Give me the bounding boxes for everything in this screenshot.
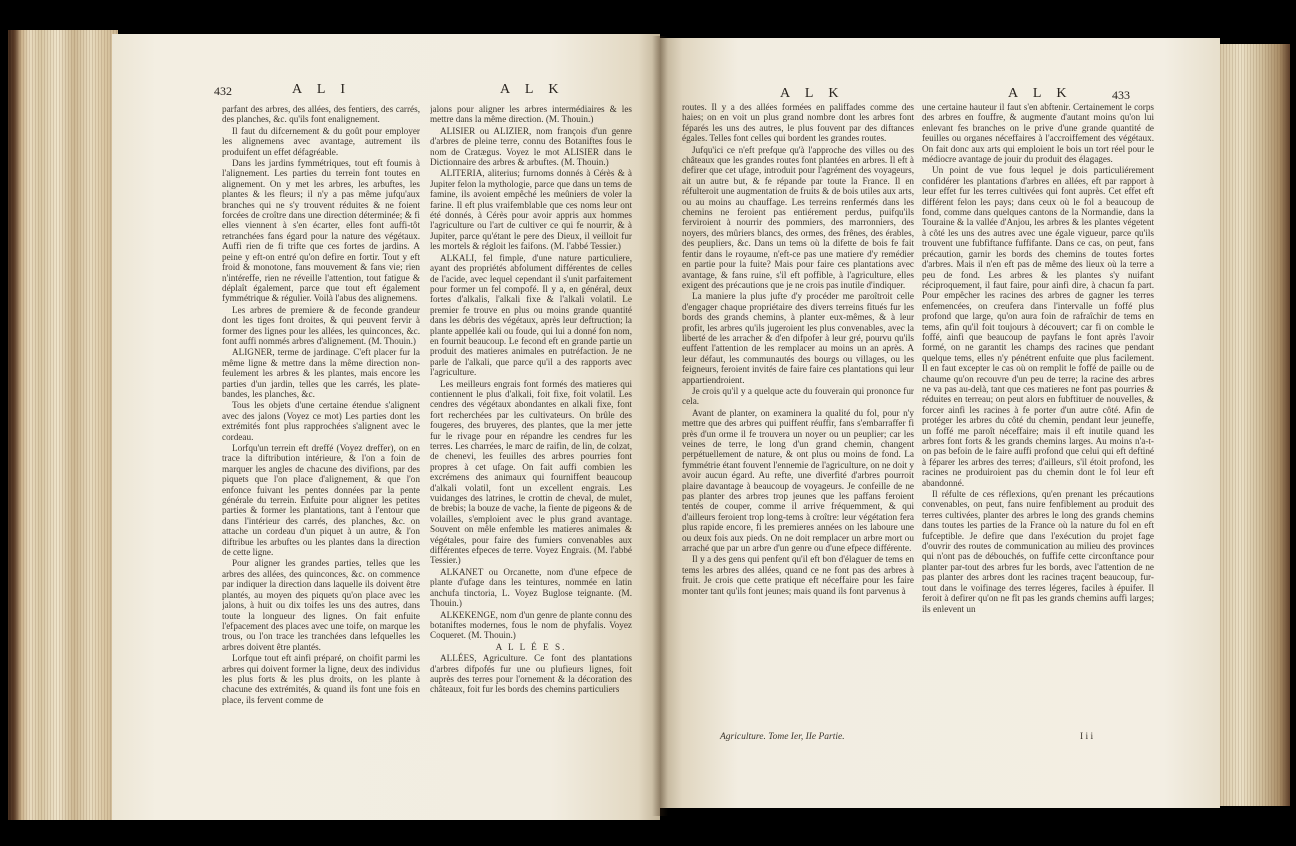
paragraph: Un point de vue fous lequel je dois particuliérement confidérer les plantations d'arbres en allées, eft par rapport à leur effet fur les terres cultivées qui font auprès. Cet effet eft différent felon les pays; dans ceux où le fol a beaucoup de fond, comme dans quelques cantons de la Normandie, dans la Touraine & la vallée d'Anjou, les arbres & les plantes végetent à côté les uns des autres avec une égale vigueur, parce qu'ils trouvent une fubfiftance fuffifante. Dans ce cas, on peut, fans précaution, garnir les bords des chemins de toutes fortes d'arbres. Mais il n'en eft pas de même des lieux où la terre a peu de fond. Les arbres & les plantes s'y nuifant réciproquement, il faut faire, pour ainfi dire, à chacun fa part. Pour empêcher les racines des arbres de gagner les terres enfemencées, on creufera dans l'intervalle un foffé plus profond que large, qu'on aura foin de rafraîchir de tems en tems, afin qu'il foit toujours à découvert; car fi on comble le foffé, ainfi que beaucoup de payfans le font après l'avoir formé, on ne garantit les champs des racines que pendant quelque tems, elles n'y pénétrent enfuite que plus facilement. Il en faut excepter le cas où on remplit le foffé de paille ou de chaume qu'on recouvre d'un peu de terre; la racine des arbres ne va pas au-delà, tant que ces matieres ne font pas pourries & réduites en terreau; on peut alors en fubftituer de nouvelles, & forcer ainfi les racines à fe porter d'un autre côté. Afin de protéger les arbres du côté du chemin, pendant leur jeuneffe, un foffé me paroît néceffaire; mais il eft inutile quand les arbres font forts & les grands chemins larges. Au moins n'a-t-on pas befoin de le faire auffi profond que celui qui eft deftiné à féparer les arbres des terres; d'ailleurs, s'il étoit profond, les racines ne produiroient pas du chemin dont le fol leur eft abandonné.: [922, 165, 1154, 488]
book-edge-right: [1220, 44, 1290, 806]
running-head-right-a: A L K: [780, 86, 845, 101]
book-edge-left: [8, 30, 118, 820]
right-page: [660, 38, 1220, 808]
paragraph: Tous les objets d'une certaine étendue s'alignent avec des jalons (Voyez ce mot) Les parties dont les extrémités font plus rapprochées s'alignent avec le cordeau.: [222, 400, 420, 442]
left-column-2: [430, 104, 632, 792]
signature-line: Agriculture. Tome Ier, IIe Partie.: [720, 732, 845, 742]
left-page: [112, 34, 660, 820]
paragraph: ALKANET ou Orcanette, nom d'une efpece de plante d'ufage dans les teintures, nommée en latin anchufa tinctoria, L. Voyez Buglose teignante. (M. Thouin.): [430, 566, 632, 609]
page-number-right: 433: [1112, 88, 1130, 102]
paragraph: Avant de planter, on examinera la qualité du fol, pour n'y mettre que des arbres qui puiffent réuffir, fans s'embarraffer fi près d'un orme il fe trouvera un noyer ou un peuplier; car les veines de terre, le long d'un grand chemin, changent perpétuellement de nature, & ont plus ou moins de fond. La fymmétrie étant fouvent l'ennemie de l'agriculture, on ne doit y avoir aucun égard. Au refte, une diverfité d'arbres pourroit plaire davantage à beaucoup de voyageurs. Je confeille de ne pas planter des arbres trop jeunes que les paffans feroient tentés de couper, comme il arrive fréquemment, & qui d'ailleurs feroient trop long-tems à croître: leur végétation fera plus rapide encore, fi les premieres années on les laboure une ou deux fois aux pieds. On ne doit remplacer un arbre mort ou arraché que par un arbre d'un genre ou d'une efpece différente.: [682, 407, 914, 554]
section-heading-allees: A L L É E S.: [495, 641, 567, 652]
paragraph: Pour aligner les grandes parties, telles que les arbres des allées, des quinconces, &c. on commence par indiquer la direction dans laquelle ils doivent être plantés, au moyen des piquets qu'on place avec les jalons, à huit ou dix toifes les uns des autres, dans toute la longueur des lignes. On fait enfuite l'efpacement des places avec une toife, on marque les trous, ou l'on trace les tranchées dans lefquelles les arbres doivent être plantés.: [222, 558, 420, 652]
paragraph: Lorfqu'un terrein eft dreffé (Voyez dreffer), on en trace la diftribution intérieure, & l'on a foin de marquer les angles de chacune des divifions, par des piquets que l'on place d'alignement, & que l'on enfonce fuivant les pentes données par la pente générale du terrein. Enfuite pour aligner les petites parties & former les plantations, tant à l'entour que dans l'intérieur des carrés, des planches, &c. on attache un cordeau d'un piquet à un autre, & l'on diftribue les arbuftes ou les plantes dans la direction de cette ligne.: [222, 443, 420, 558]
open-book: [8, 30, 1290, 820]
paragraph: Il réfulte de ces réflexions, qu'en prenant les précautions convenables, on peut, fans nuire fenfiblement au produit des terres cultivées, planter des arbres le long des grands chemins dans toutes les parties de la France où la nature du fol en eft fufceptible. Je defire que dans l'exécution du projet fage d'ouvrir des routes de communication au milieu des provinces qui n'ont pas de débouchés, on fuffife cette circonftance pour planter par-tout des arbres fur les bords, avec l'attention de ne pas planter des arbres dont les racines traçent beaucoup, fur-tout dans le voifinage des terres légeres, faciles à épuifer. Il feroit à defirer qu'on ne fît pas les grands chemins auffi larges; ils enlevent un: [922, 489, 1154, 614]
paragraph: ALITERIA, aliterius; furnoms donnés à Cérès & à Jupiter felon la mythologie, parce que dans un tems de famine, ils avoient empêché les meûniers de voler la farine. Il eft plus vraifemblable que ces noms leur ont été donnés, à Cérès pour avoir appris aux hommes l'agriculture ou l'art de cultiver ce qui fe nourrir, & à Jupiter, parce qu'étant le pere des Dieux, il veilloit fur les mortels & régloit les faifons. (M. l'abbé Tessier.): [430, 168, 632, 252]
paragraph: jalons pour aligner les arbres intermédiaires & les mettre dans la même direction. (M. Thouin.): [430, 104, 632, 125]
paragraph: Dans les jardins fymmétriques, tout eft foumis à l'alignement. Les parties du terrein font toutes en alignement. On y met les arbres, les arbuftes, les plantes & les fleurs; il n'y a pas même jufqu'aux branches qui ne s'y trouvent réduites & ne foient forcées de croître dans une direction déterminée; & fi elles viennent à s'en écarter, elles font auffi-tôt retranchées fans égard pour la nature des végétaux. Auffi rien de fi trifte que ces fortes de jardins. A peine y eft-on entré qu'on defire en fortir. Tout y eft froid & monotone, fans mouvement & fans vie; rien n'intéreffe, rien ne réveille l'attention, tout fatigue & déplaît également, parce que tout eft également fymmétrique & régulier. Voilà l'abus des alignemens.: [222, 158, 420, 304]
paragraph: Il y a des gens qui penfent qu'il eft bon d'élaguer de tems en tems les arbres des allées, quand ce ne font pas des arbres à fruit. Je crois que cette pratique eft néceffaire pour les faire monter tant qu'ils font jeunes; mais quand ils font parvenus à: [682, 554, 914, 596]
paragraph: ALISIER ou ALIZIER, nom françois d'un genre d'arbres de pleine terre, connu des Botaniftes fous le nom de Cratægus. Voyez le mot ALISIER dans le Dictionnaire des arbres & arbuftes. (M. Thouin.): [430, 125, 632, 168]
left-column-1: [222, 104, 420, 754]
paragraph: ALKALI, fel fimple, d'une nature particuliere, ayant des propriétés abfolument différentes de celles de l'acide, avec lequel cependant il s'unit parfaitement pour former un fel compofé. Il y a, en général, deux fortes d'alkalis, l'alkali fixe & l'alkali volatil. Le premier fe trouve en plus ou moins grande quantité dans les débris des végétaux, après leur deftruction; la plante appellée kali ou foude, qui lui a donné fon nom, en fournit beaucoup. Le fecond eft en grande partie un produit des matieres animales en putréfaction. Je ne parle de l'alkali, que parce qu'il a des rapports avec l'agriculture.: [430, 252, 632, 378]
running-head-right-b: A L K: [1008, 86, 1073, 101]
book-gutter: [652, 36, 668, 816]
paragraph: Je crois qu'il y a quelque acte du fouverain qui prononce fur cela.: [682, 385, 914, 407]
page-number-left: 432: [214, 84, 232, 98]
paragraph: Les meilleurs engrais font formés des matieres qui contiennent le plus d'alkali, foit fixe, foit volatil. Les cendres des végétaux abondantes en alkali fixe, font fort recherchées par les cultivateurs. On brûle des fougeres, des bruyeres, des plantes, que la mer jette fur le rivage pour en répandre les cendres fur les terres. Les charrées, le marc de raifin, de lin, de colzat, de chenevi, les feuilles des arbres pourries font propres à cet ufage. On fait auffi combien les excrémens des animaux qui fourniffent beaucoup d'alkali volatil, font un excellent engrais. Les vuidanges des latrines, le crottin de cheval, de mulet, de brebis; la bouze de vache, la fiente de pigeons & de volailles, s'emploient avec le plus grand avantage. Souvent on mêle enfemble les matieres animales & végétales, pour faire des fumiers convenables aux différentes efpeces de terre. Voyez Engrais. (M. l'abbé Tessier.): [430, 378, 632, 566]
paragraph: La maniere la plus jufte d'y procéder me paroîtroit celle d'engager chaque propriétaire des divers terreins fitués fur les bords des grands chemins, à planter eux-mêmes, & à leur profit, les arbres qu'ils jugeroient les plus convenables, avec la liberté de les arracher & d'en difpofer à leur gré, pourvu qu'ils euffent l'attention de les remplacer au moins un an après. A leur défaut, les communautés des bourgs ou villages, ou les feigneurs, feroient invités de faire faire ces plantations qui leur appartiendroient.: [682, 291, 914, 385]
paragraph: ALKEKENGE, nom d'un genre de plante connu des botaniftes modernes, fous le nom de phyfalis. Voyez Coqueret. (M. Thouin.): [430, 609, 632, 641]
paragraph: Jufqu'ici ce n'eft prefque qu'à l'approche des villes ou des châteaux que les grandes routes font plantées en arbres. Il eft à defirer que cet ufage, introduit pour l'agrément des voyageurs, ait un autre but, & fe répande par toute la France. Il en réfulteroit une augmentation de fruits & de bois utiles aux arts, ou au moins au chauffage. Les terreins renfermés dans les chemins ne feroient pas entiérement perdus, puifqu'ils ferviroient à nourrir des pommiers, des marronniers, des noyers, des mûriers blancs, des ormes, des frênes, des érables, des peupliers, &c. Dans un tems où la difette de bois fe fait fentir dans le royaume, n'eft-ce pas une matiere d'y remédier en partie pour la fuite? Mais pour faire ces plantations avec avantage, & fans ruine, s'il eft poffible, à l'agriculture, elles exigent des précautions que je ne crois pas inutile d'indiquer.: [682, 144, 914, 290]
paragraph: ALLÉES, Agriculture. Ce font des plantations d'arbres difpofés fur une ou plufieurs lignes, foit auprès des terres pour l'ornement & la décoration des châteaux, foit fur les bords des chemins particuliers: [430, 653, 632, 695]
paragraph: Les arbres de premiere & de feconde grandeur dont les tiges font droites, & qui peuvent fervir à former des lignes pour les allées, les quinconces, &c. font auffi nommés arbres d'alignement. (M. Thouin.): [222, 304, 420, 346]
paragraph: une certaine hauteur il faut s'en abftenir. Certainement le corps des arbres en fouffre, & augmente d'autant moins qu'on lui enlevant fes branches on le prive d'une grande quantité de feuilles ou organes néceffaires à l'accroiffement des végétaux. On fait donc aux arts qui emploient le bois un tort réel pour le médiocre avantage de jouir du produit des élagages.: [922, 102, 1154, 165]
paragraph: parfant des arbres, des allées, des fentiers, des carrés, des planches, &c. qu'ils font enalignement.: [222, 104, 420, 125]
paragraph: routes. Il y a des allées formées en paliffades comme des haies; on en voit un plus grand nombre dont les arbres font féparés les uns des autres, le plus fouvent par des diftances égales. Telles font celles qui bordent les grandes routes.: [682, 102, 914, 144]
right-column-2: [922, 102, 1154, 732]
paragraph: Il faut du difcernement & du goût pour employer les alignemens avec avantage, autrement ils produifent un effet défagréable.: [222, 125, 420, 157]
signature-mark: I i i: [1080, 732, 1094, 742]
paragraph: Lorfque tout eft ainfi préparé, on choifit parmi les arbres qui doivent former la ligne, deux des individus les plus forts & les plus droits, on les plante à chacune des extrémités, & quand ils font une fois en place, ils fervent comme de: [222, 653, 420, 705]
right-column-1: [682, 102, 914, 727]
running-head-left-a: A L I: [292, 82, 352, 97]
running-head-left-b: A L K: [500, 82, 565, 97]
paragraph: ALIGNER, terme de jardinage. C'eft placer fur la même ligne & mettre dans la même direction non-feulement les arbres & les plantes, mais encore les parties d'un jardin, telles que les carrés, les plate-bandes, les planches, &c.: [222, 347, 420, 399]
